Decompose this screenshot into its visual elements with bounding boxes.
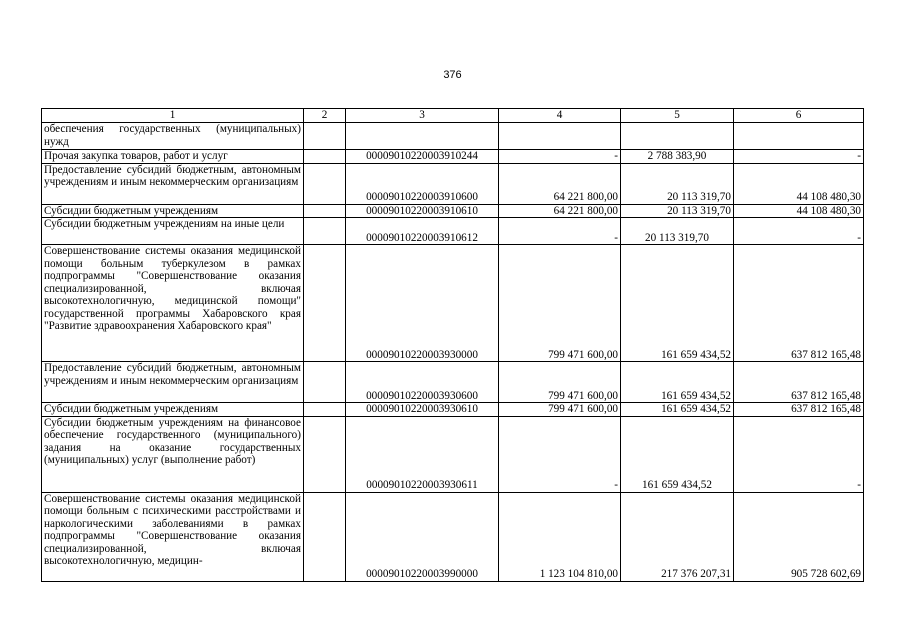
row-value-4: - bbox=[499, 218, 621, 245]
row-value-5: 161 659 434,52 bbox=[621, 245, 734, 362]
budget-table bbox=[41, 108, 864, 582]
table-row bbox=[42, 123, 864, 150]
table-row bbox=[42, 218, 864, 245]
row-value-5: 20 113 319,70 bbox=[621, 204, 734, 218]
row-description: Субсидии бюджетным учреждениям на иные цели bbox=[42, 218, 304, 245]
table-row bbox=[42, 403, 864, 417]
row-value-4: 1 123 104 810,00 bbox=[499, 492, 621, 581]
row-value-6 bbox=[734, 123, 864, 150]
table-row bbox=[42, 150, 864, 164]
row-code: 00009010220003910244 bbox=[346, 150, 499, 164]
row-value-4: 799 471 600,00 bbox=[499, 362, 621, 403]
row-description: Предоставление субсидий бюджетным, автономным учреждениям и иным некоммерческим организациям bbox=[42, 163, 304, 204]
row-value-4: 64 221 800,00 bbox=[499, 204, 621, 218]
row-col2 bbox=[304, 204, 346, 218]
header-cell-3: 3 bbox=[346, 109, 499, 123]
row-col2 bbox=[304, 245, 346, 362]
row-col2 bbox=[304, 150, 346, 164]
row-col2 bbox=[304, 416, 346, 492]
row-col2 bbox=[304, 492, 346, 581]
row-code: 00009010220003910610 bbox=[346, 204, 499, 218]
row-value-4: 64 221 800,00 bbox=[499, 163, 621, 204]
row-code: 00009010220003930000 bbox=[346, 245, 499, 362]
header-cell-2: 2 bbox=[304, 109, 346, 123]
row-col2 bbox=[304, 163, 346, 204]
row-value-4: 799 471 600,00 bbox=[499, 403, 621, 417]
row-col2 bbox=[304, 403, 346, 417]
row-code: 00009010220003930611 bbox=[346, 416, 499, 492]
row-value-4: 799 471 600,00 bbox=[499, 245, 621, 362]
row-value-5: 20 113 319,70 bbox=[621, 163, 734, 204]
row-value-6: 637 812 165,48 bbox=[734, 403, 864, 417]
header-cell-4: 4 bbox=[499, 109, 621, 123]
table-row bbox=[42, 362, 864, 403]
row-col2 bbox=[304, 362, 346, 403]
row-col2 bbox=[304, 218, 346, 245]
row-code: 00009010220003990000 bbox=[346, 492, 499, 581]
table-row bbox=[42, 245, 864, 362]
row-code: 00009010220003930600 bbox=[346, 362, 499, 403]
row-col2 bbox=[304, 123, 346, 150]
row-value-6: - bbox=[734, 150, 864, 164]
row-description: Совершенствование системы оказания медицинской помощи больным с психическими расстройствами и наркологическими заболеваниями в рамках подпрограммы "Совершенствование оказания специализированной, включая высокотехнологичную, медицин- bbox=[42, 492, 304, 581]
header-cell-1: 1 bbox=[42, 109, 304, 123]
row-value-4: - bbox=[499, 416, 621, 492]
row-value-6: 44 108 480,30 bbox=[734, 163, 864, 204]
row-value-6: 905 728 602,69 bbox=[734, 492, 864, 581]
row-value-5: 20 113 319,70 bbox=[621, 218, 734, 245]
row-code: 00009010220003930610 bbox=[346, 403, 499, 417]
table-header-row bbox=[42, 109, 864, 123]
row-value-4 bbox=[499, 123, 621, 150]
row-value-5: 161 659 434,52 bbox=[621, 362, 734, 403]
row-value-6: 637 812 165,48 bbox=[734, 245, 864, 362]
row-value-5: 161 659 434,52 bbox=[621, 403, 734, 417]
row-code: 00009010220003910612 bbox=[346, 218, 499, 245]
row-code bbox=[346, 123, 499, 150]
row-description: Субсидии бюджетным учреждениям bbox=[42, 204, 304, 218]
row-description: Предоставление субсидий бюджетным, автономным учреждениям и иным некоммерческим организациям bbox=[42, 362, 304, 403]
row-value-6: 637 812 165,48 bbox=[734, 362, 864, 403]
table-row bbox=[42, 204, 864, 218]
row-value-5: 161 659 434,52 bbox=[621, 416, 734, 492]
row-value-4: - bbox=[499, 150, 621, 164]
row-code: 00009010220003910600 bbox=[346, 163, 499, 204]
table-row bbox=[42, 492, 864, 581]
row-value-5 bbox=[621, 123, 734, 150]
row-value-5: 217 376 207,31 bbox=[621, 492, 734, 581]
header-cell-6: 6 bbox=[734, 109, 864, 123]
row-description: обеспечения государственных (муниципальных) нужд bbox=[42, 123, 304, 150]
header-cell-5: 5 bbox=[621, 109, 734, 123]
page-number: 376 bbox=[443, 69, 462, 81]
row-description: Субсидии бюджетным учреждениям на финансовое обеспечение государственного (муниципального) задания на оказание государственных (муниципальных) услуг (выполнение работ) bbox=[42, 416, 304, 492]
row-value-6: 44 108 480,30 bbox=[734, 204, 864, 218]
table-row bbox=[42, 163, 864, 204]
row-description: Субсидии бюджетным учреждениям bbox=[42, 403, 304, 417]
row-description: Совершенствование системы оказания медицинской помощи больным туберкулезом в рамках подпрограммы "Совершенствование оказания специализированной, включая высокотехнологичную, медицинской помощи" государственной программы Хабаровского края "Развитие здравоохранения Хабаровского края" bbox=[42, 245, 304, 362]
row-value-6: - bbox=[734, 416, 864, 492]
row-description: Прочая закупка товаров, работ и услуг bbox=[42, 150, 304, 164]
row-value-6: - bbox=[734, 218, 864, 245]
row-value-5: 2 788 383,90 bbox=[621, 150, 734, 164]
table-row bbox=[42, 416, 864, 492]
